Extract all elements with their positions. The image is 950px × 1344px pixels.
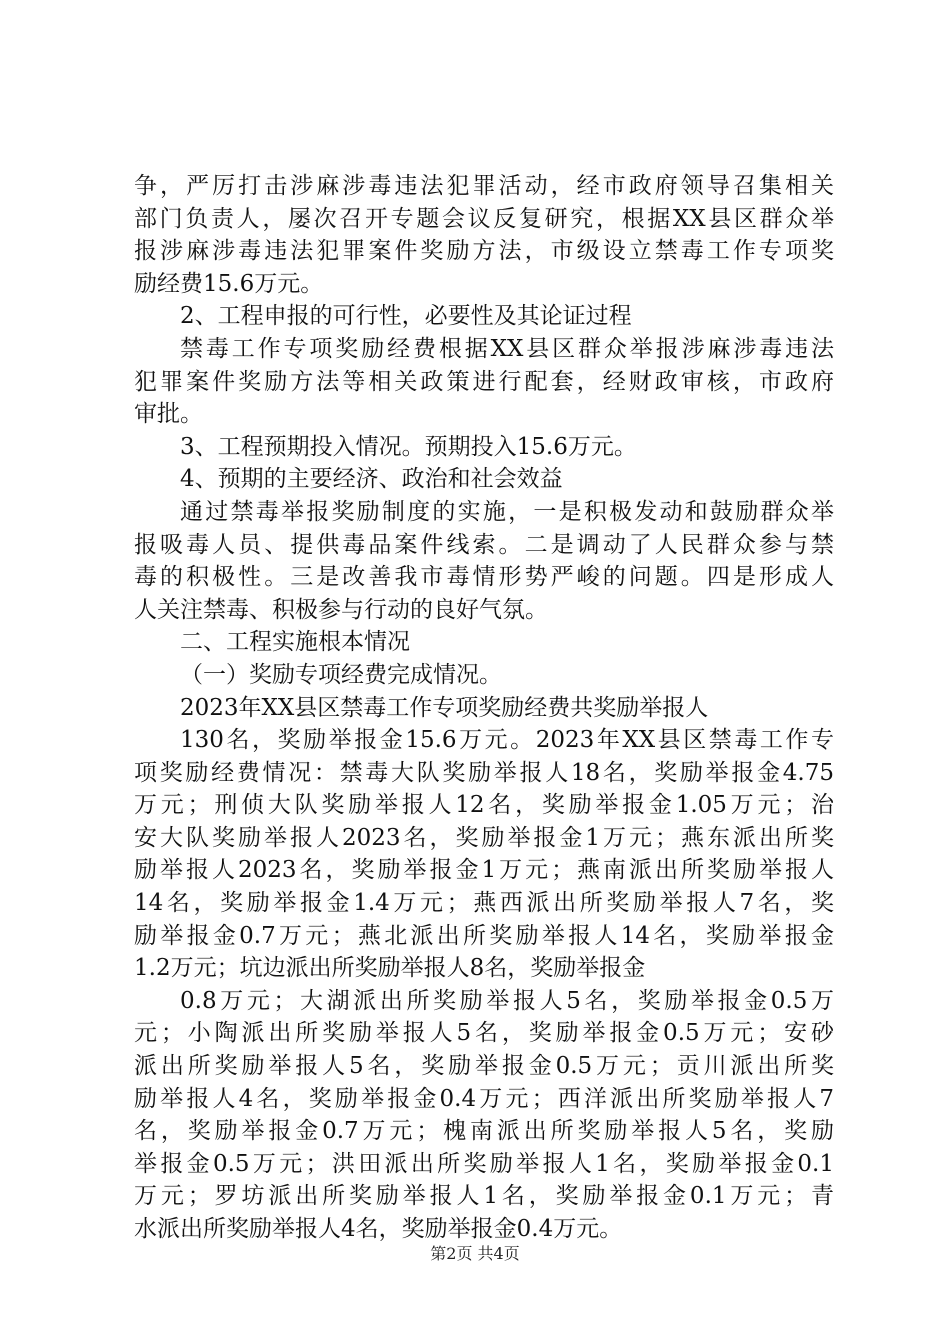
document-body: [134, 170, 834, 1246]
section-heading: 3、工程预期投入情况。预期投入15.6万元。: [180, 433, 637, 460]
text-line: 审批。: [134, 401, 203, 428]
text-line: 报吸毒人员、提供毒品案件线索。二是调动了人民群众参与禁: [134, 531, 834, 558]
text-line: 项奖励经费情况：禁毒大队奖励举报人18名，奖励举报金4.75: [134, 759, 834, 786]
text-line: 争，严厉打击涉麻涉毒违法犯罪活动，经市政府领导召集相关: [134, 173, 834, 199]
text-line: 励经费15.6万元。: [134, 270, 324, 297]
text-line: 通过禁毒举报奖励制度的实施，一是积极发动和鼓励群众举: [180, 498, 834, 525]
text-line: 举报金0.5万元；洪田派出所奖励举报人1名，奖励举报金0.1: [134, 1150, 834, 1177]
text-line: 130名，奖励举报金15.6万元。2023年XX县区禁毒工作专: [180, 727, 834, 754]
text-line: 1.2万元；坑边派出所奖励举报人8名，奖励举报金: [134, 955, 646, 982]
section-heading: 二、工程实施根本情况: [180, 629, 410, 656]
text-line: 报涉麻涉毒违法犯罪案件奖励方法，市级设立禁毒工作专项奖: [134, 238, 834, 265]
text-line: 0.8万元；大湖派出所奖励举报人5名，奖励举报金0.5万: [180, 987, 834, 1014]
text-line: 2023年XX县区禁毒工作专项奖励经费共奖励举报人: [180, 694, 709, 721]
text-line: 元；小陶派出所奖励举报人5名，奖励举报金0.5万元；安砂: [134, 1020, 834, 1047]
text-line: 14名，奖励举报金1.4万元；燕西派出所奖励举报人7名，奖: [134, 890, 834, 917]
section-heading: （一）奖励专项经费完成情况。: [180, 661, 502, 688]
text-line: 安大队奖励举报人2023名，奖励举报金1万元；燕东派出所奖: [134, 824, 834, 851]
page-number-footer: 第2页 共4页: [430, 1244, 520, 1263]
text-line: 人关注禁毒、积极参与行动的良好气氛。: [134, 596, 548, 623]
text-line: 部门负责人，屡次召开专题会议反复研究，根据XX县区群众举: [134, 205, 834, 232]
text-line: 励举报人4名，奖励举报金0.4万元；西洋派出所奖励举报人7: [134, 1085, 834, 1112]
text-line: 毒的积极性。三是改善我市毒情形势严峻的问题。四是形成人: [134, 564, 834, 591]
text-line: 派出所奖励举报人5名，奖励举报金0.5万元；贡川派出所奖: [134, 1053, 834, 1080]
text-line: 励举报人2023名，奖励举报金1万元；燕南派出所奖励举报人: [134, 857, 834, 884]
text-line: 励举报金0.7万元；燕北派出所奖励举报人14名，奖励举报金: [134, 922, 834, 949]
text-line: 万元；刑侦大队奖励举报人12名，奖励举报金1.05万元；治: [134, 792, 834, 819]
text-line: 水派出所奖励举报人4名，奖励举报金0.4万元。: [134, 1216, 623, 1242]
section-heading: 2、工程申报的可行性，必要性及其论证过程: [180, 303, 632, 330]
text-line: 万元；罗坊派出所奖励举报人1名，奖励举报金0.1万元；青: [134, 1183, 834, 1210]
text-line: 名，奖励举报金0.7万元；槐南派出所奖励举报人5名，奖励: [134, 1118, 834, 1145]
text-line: 禁毒工作专项奖励经费根据XX县区群众举报涉麻涉毒违法: [180, 335, 834, 362]
text-line: 犯罪案件奖励方法等相关政策进行配套，经财政审核，市政府: [134, 368, 834, 395]
section-heading: 4、预期的主要经济、政治和社会效益: [180, 466, 563, 493]
